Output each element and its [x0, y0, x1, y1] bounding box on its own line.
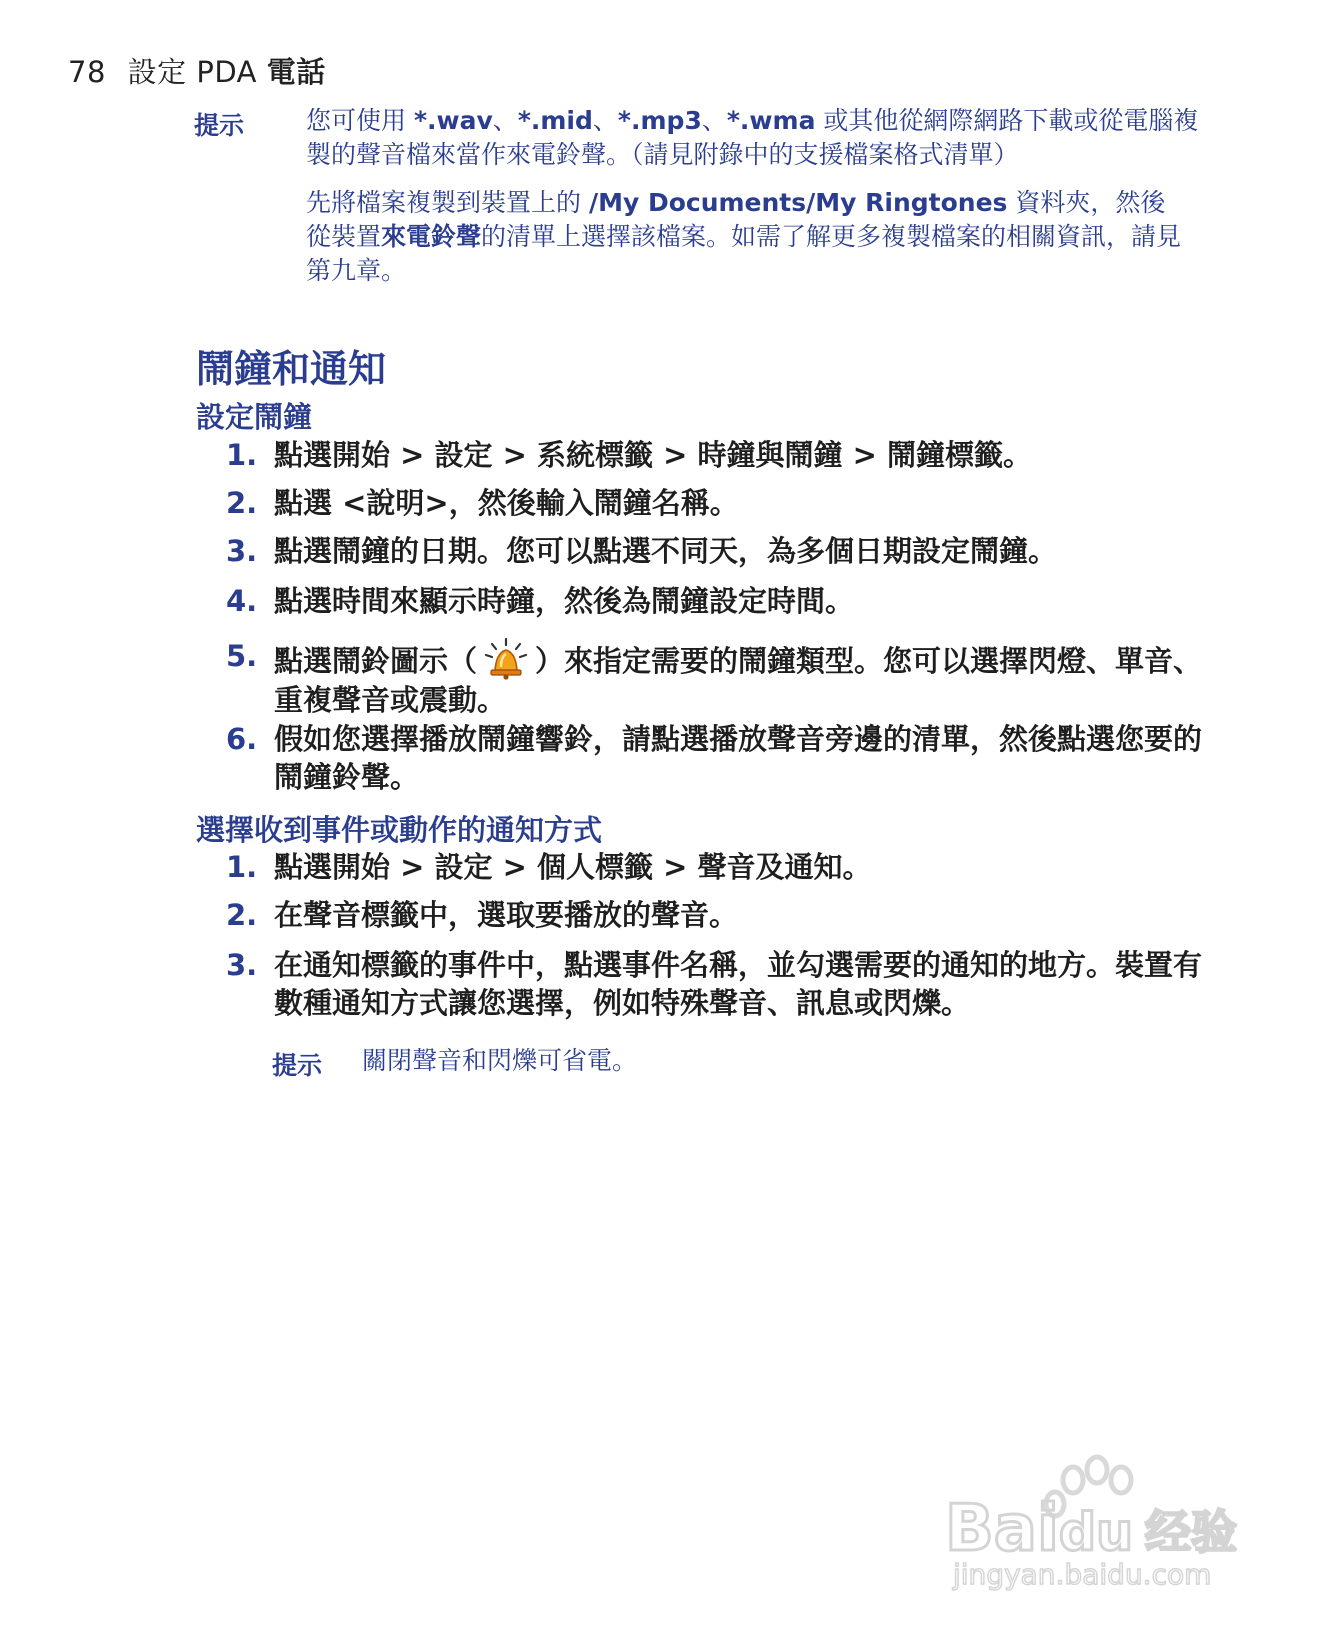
ringtone-term: 來電鈴聲: [381, 222, 482, 251]
page-number: 78: [68, 55, 106, 89]
format-mid: *.mid: [517, 106, 593, 135]
step-text-part: 點選鬧鈴圖示（: [274, 644, 478, 678]
step-text: 點選 <說明>，然後輸入鬧鐘名稱。: [274, 486, 739, 520]
separator: 、: [701, 106, 727, 135]
tip-paragraph-2: [306, 186, 1186, 288]
alarm-step-5: [226, 637, 1226, 719]
page-header: [68, 50, 326, 91]
tip-text: 資料夾，然後從裝置: [306, 188, 1166, 251]
watermark-url: jingyan.baidu.com: [953, 1558, 1212, 1591]
alarm-step-3: [226, 532, 1226, 570]
step-number: 3.: [226, 948, 258, 982]
tip-label: 提示: [194, 111, 245, 140]
step-text: 假如您選擇播放鬧鐘響鈴，請點選播放聲音旁邊的清單，然後點選您要的鬧鐘鈴聲。: [274, 722, 1203, 794]
step-text: 點選開始 > 設定 > 系統標籤 > 時鐘與鬧鐘 > 鬧鐘標籤。: [274, 438, 1032, 472]
folder-path: /My Documents/My Ringtones: [588, 188, 1008, 217]
tip-label-2: 提示: [272, 1051, 323, 1080]
alarm-step-2: [226, 484, 1226, 522]
step-number: 5.: [226, 639, 258, 673]
step-text-part: ）來指定需要的鬧鐘類型。您可以選擇閃燈、單音、重複聲音或震動。: [274, 644, 1203, 717]
alarm-step-4: [226, 582, 1226, 620]
baidu-watermark-logo: [945, 1452, 1275, 1592]
format-wav: *.wav: [413, 106, 493, 135]
step-text: 點選開始 > 設定 > 個人標籤 > 聲音及通知。: [274, 850, 872, 884]
step-text: 在聲音標籤中，選取要播放的聲音。: [274, 898, 739, 932]
tip-text-2: 關閉聲音和閃爍可省電。: [362, 1046, 638, 1075]
chapter-prefix: 設定 PDA: [127, 55, 257, 89]
section-title: 鬧鐘和通知: [196, 347, 387, 391]
watermark-brand-cn: 经验: [1145, 1505, 1237, 1559]
separator: 、: [492, 106, 518, 135]
tip-text: 或其他從網際網路下載或從電腦複製的聲音檔來當作來電鈴聲。（請見附錄中的支援檔案格式清單）: [306, 106, 1199, 169]
subsection-title-notification: 選擇收到事件或動作的通知方式: [196, 813, 603, 847]
step-text: [274, 637, 1226, 719]
step-text: 點選鬧鐘的日期。您可以點選不同天，為多個日期設定鬧鐘。: [274, 534, 1058, 568]
subsection-title-alarm: 設定鬧鐘: [196, 400, 313, 434]
notify-step-1: [226, 848, 1226, 886]
watermark-brand: Baidu: [945, 1492, 1134, 1566]
step-number: 2.: [226, 486, 258, 520]
step-number: 1.: [226, 438, 258, 472]
notify-step-3: [226, 946, 1226, 1022]
tip-text: 您可使用: [306, 106, 414, 135]
notify-step-2: [226, 896, 1226, 934]
format-mp3: *.mp3: [617, 106, 702, 135]
step-number: 3.: [226, 534, 258, 568]
chapter-title: 電話: [266, 55, 326, 89]
tip-text: 先將檔案複製到裝置上的: [306, 188, 589, 217]
step-text: 點選時間來顯示時鐘，然後為鬧鐘設定時間。: [274, 584, 855, 618]
step-text: 在通知標籤的事件中，點選事件名稱，並勾選需要的通知的地方。裝置有數種通知方式讓您選擇，例如特殊聲音、訊息或閃爍。: [274, 948, 1203, 1020]
step-number: 6.: [226, 722, 258, 756]
tip-paragraph-1: [306, 104, 1206, 172]
alarm-step-6: [226, 720, 1226, 796]
alarm-bell-icon: [483, 637, 529, 681]
step-number: 1.: [226, 850, 258, 884]
alarm-step-1: [226, 436, 1226, 474]
step-number: 4.: [226, 584, 258, 618]
tip-text: 的清單上選擇該檔案。如需了解更多複製檔案的相關資訊，請見第九章。: [306, 222, 1182, 285]
separator: 、: [592, 106, 618, 135]
step-number: 2.: [226, 898, 258, 932]
format-wma: *.wma: [726, 106, 816, 135]
